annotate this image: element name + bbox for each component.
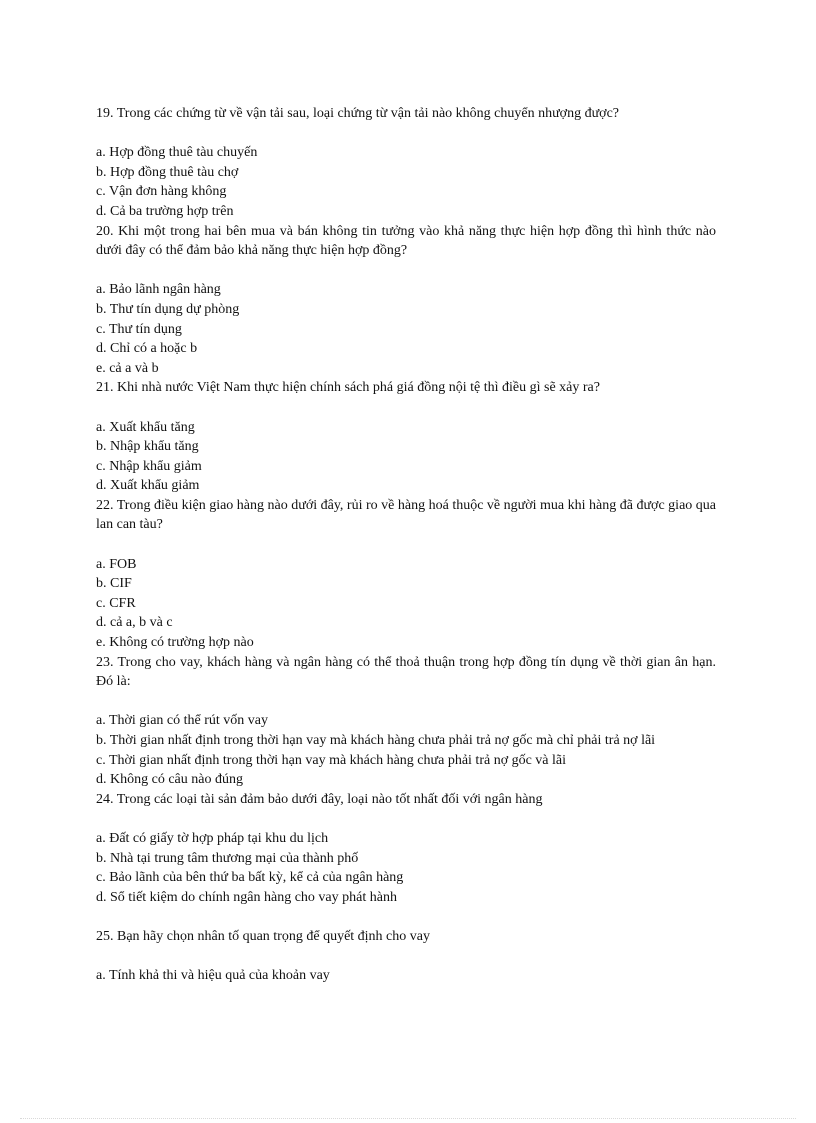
option-25a: a. Tính khả thi và hiệu quả của khoản vay <box>96 968 330 984</box>
option-21d: d. Xuất khẩu giảm <box>96 478 200 494</box>
option-22d: d. cả a, b và c <box>96 615 173 631</box>
option-23a: a. Thời gian có thể rút vốn vay <box>96 713 268 729</box>
option-19b: b. Hợp đồng thuê tàu chợ <box>96 164 239 180</box>
option-19a: a. Hợp đồng thuê tàu chuyến <box>96 145 258 161</box>
spacer <box>96 947 716 967</box>
option-24b: b. Nhà tại trung tâm thương mại của thành phố <box>96 850 359 866</box>
option-19d: d. Cả ba trường hợp trên <box>96 203 234 219</box>
option-20a: a. Bảo lãnh ngân hàng <box>96 282 221 298</box>
spacer <box>96 261 716 281</box>
option-22a: a. FOB <box>96 556 137 572</box>
option-22e: e. Không có trường hợp nào <box>96 635 254 651</box>
option-21c: c. Nhập khẩu giảm <box>96 458 202 474</box>
question-22: 22. Trong điều kiện giao hàng nào dưới đây, rủi ro về hàng hoá thuộc về người mua khi hàng đã được giao qua lan can tàu? <box>96 497 716 533</box>
spacer <box>96 535 716 555</box>
spacer <box>96 124 716 144</box>
question-23: 23. Trong cho vay, khách hàng và ngân hàng có thể thoả thuận trong hợp đồng tín dụng về thời gian ân hạn. Đó là: <box>96 654 716 690</box>
option-22c: c. CFR <box>96 595 136 611</box>
question-19: 19. Trong các chứng từ về vận tải sau, loại chứng từ vận tải nào không chuyển nhượng được? <box>96 106 620 121</box>
option-21a: a. Xuất khẩu tăng <box>96 419 195 435</box>
spacer <box>96 692 716 712</box>
spacer <box>96 907 716 927</box>
option-23c: c. Thời gian nhất định trong thời hạn vay mà khách hàng chưa phải trả nợ gốc và lãi <box>96 752 567 768</box>
question-20: 20. Khi một trong hai bên mua và bán không tin tưởng vào khả năng thực hiện hợp đồng thì hình thức nào dưới đây có thể đảm bảo khả năng thực hiện hợp đồng? <box>96 223 716 259</box>
option-20e: e. cả a và b <box>96 360 159 376</box>
option-22b: b. CIF <box>96 576 132 592</box>
option-19c: c. Vận đơn hàng không <box>96 184 227 200</box>
question-21: 21. Khi nhà nước Việt Nam thực hiện chính sách phá giá đồng nội tệ thì điều gì sẽ xảy ra? <box>96 380 600 396</box>
option-23d: d. Không có câu nào đúng <box>96 772 243 788</box>
option-24a: a. Đất có giấy tờ hợp pháp tại khu du lịch <box>96 830 329 846</box>
option-20c: c. Thư tín dụng <box>96 321 182 337</box>
option-24d: d. Sổ tiết kiệm do chính ngân hàng cho vay phát hành <box>96 889 397 905</box>
quiz-content <box>96 104 716 986</box>
page-bottom-divider <box>20 1118 796 1119</box>
option-21b: b. Nhập khẩu tăng <box>96 439 199 455</box>
question-24: 24. Trong các loại tài sản đảm bảo dưới đây, loại nào tốt nhất đối với ngân hàng <box>96 791 543 807</box>
option-23b: b. Thời gian nhất định trong thời hạn vay mà khách hàng chưa phải trả nợ gốc mà chỉ phải trả nợ lãi <box>96 733 656 748</box>
option-24c: c. Bảo lãnh của bên thứ ba bất kỳ, kể cả của ngân hàng <box>96 870 404 886</box>
question-25: 25. Bạn hãy chọn nhân tố quan trọng để quyết định cho vay <box>96 928 430 944</box>
option-20b: b. Thư tín dụng dự phòng <box>96 301 240 317</box>
option-20d: d. Chỉ có a hoặc b <box>96 341 198 357</box>
spacer <box>96 809 716 829</box>
spacer <box>96 398 716 418</box>
